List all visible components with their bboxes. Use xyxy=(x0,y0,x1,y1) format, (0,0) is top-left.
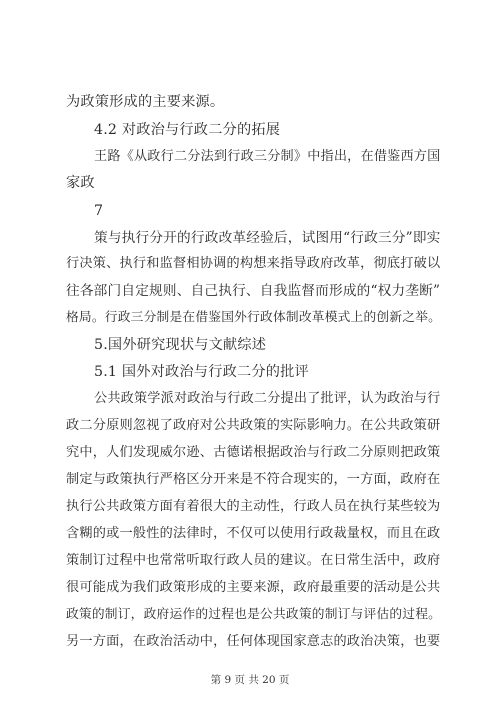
paragraph-line-8: 往各部门自定规则、自己执行、自我监督而形成的“权力垄断” xyxy=(66,283,441,299)
paragraph-line-19: 很可能成为我们政策形成的主要来源，政府最重要的活动是公共 xyxy=(66,580,441,595)
paragraph-line-16: 执行公共政策方面有着很大的主动性，行政人员在执行某些较为 xyxy=(66,499,441,514)
paragraph-line-21: 另一方面，在政治活动中，任何体现国家意志的政治决策，也要 xyxy=(66,634,441,649)
paragraph-line-4: 家政 xyxy=(66,175,95,191)
paragraph-line-7: 行决策、执行和监督相协调的构想来指导政府改革，彻底打破以 xyxy=(66,256,441,271)
section-heading-4-2: 4.2 对政治与行政二分的拓展 xyxy=(94,122,281,138)
paragraph-line-20: 政策的制订，政府运作的过程也是公共政策的制订与评估的过程。 xyxy=(66,607,442,622)
stray-number: 7 xyxy=(94,203,104,219)
paragraph-line-12: 公共政策学派对政治与行政二分提出了批评，认为政治与行 xyxy=(94,391,441,406)
page-footer: 第 9 页 共 20 页 xyxy=(210,674,290,686)
paragraph-line-13: 政二分原则忽视了政府对公共政策的实际影响力。在公共政策研 xyxy=(66,418,441,433)
paragraph-line-18: 策制订过程中也常常听取行政人员的建议。在日常生活中，政府 xyxy=(66,553,441,568)
paragraph-line-1: 为政策形成的主要来源。 xyxy=(66,94,225,110)
paragraph-line-17: 含糊的或一般性的法律时，不仅可以使用行政裁量权，而且在政 xyxy=(66,526,441,541)
paragraph-line-14: 究中，人们发现威尔逊、古德诺根据政治与行政二分原则把政策 xyxy=(66,445,441,460)
section-heading-5: 5.国外研究现状与文献综述 xyxy=(94,337,267,353)
section-heading-5-1: 5.1 国外对政治与行政二分的批评 xyxy=(94,364,309,380)
paragraph-line-9: 格局。行政三分制是在借鉴国外行政体制改革模式上的创新之举。 xyxy=(66,310,442,325)
paragraph-line-3: 王路《从政行二分法到行政三分制》中指出，在借鉴西方国 xyxy=(94,149,441,164)
paragraph-line-15: 制定与政策执行严格区分开来是不符合现实的，一方面，政府在 xyxy=(66,472,441,487)
paragraph-line-6: 策与执行分开的行政改革经验后，试图用“行政三分”即实 xyxy=(94,230,441,246)
